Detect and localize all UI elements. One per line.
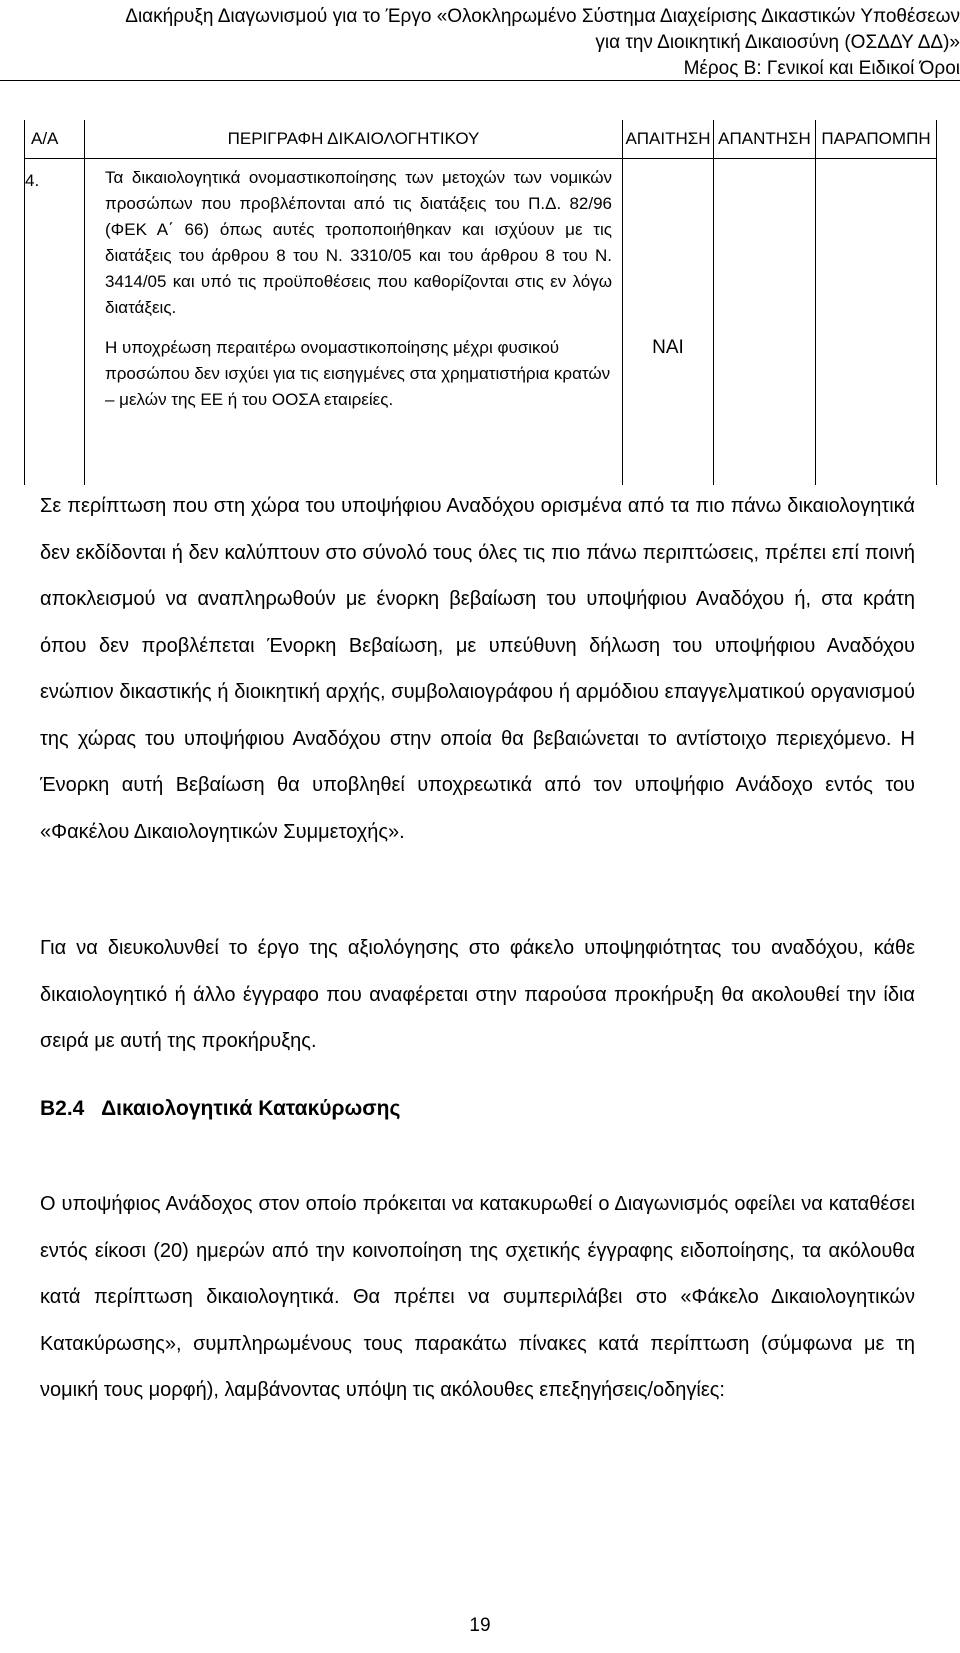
page-number: 19	[469, 1615, 491, 1636]
page-header	[20, 0, 960, 82]
table-row	[25, 159, 937, 486]
row-description-paragraph-1: Τα δικαιολογητικά ονομαστικοποίησης των μετοχών των νομικών προσώπων που προβλέπονται από τις διατάξεις του Π.Δ. 82/96 (ΦΕΚ Α΄ 66) όπως αυτές τροποποιήθηκαν και ισχύουν με τις διατάξεις του άρθρου 8 του Ν. 3310/05 και του άρθρου 8 του Ν. 3414/05 και υπό τις προϋποθέσεις που καθορίζονται στις εν λόγω διατάξεις.	[105, 168, 612, 317]
section-heading	[40, 1097, 400, 1121]
header-divider	[0, 80, 960, 81]
requirements-table	[24, 120, 937, 485]
header-line-1: Διακήρυξη Διαγωνισμού για το Έργο «Ολοκληρωμένο Σύστημα Διαχείρισης Δικαστικών Υποθέσεων	[125, 6, 960, 27]
row-reference	[816, 159, 937, 486]
section-title: Δικαιολογητικά Κατακύρωσης	[101, 1097, 401, 1120]
column-header-reference: ΠΑΡΑΠΟΜΠΗ	[816, 120, 937, 159]
section-body	[40, 1181, 915, 1414]
row-requirement	[623, 159, 714, 486]
column-header-description: ΠΕΡΙΓΡΑΦΗ ΔΙΚΑΙΟΛΟΓΗΤΙΚΟΥ	[85, 120, 623, 159]
paragraph-2-text: Για να διευκολυνθεί το έργο της αξιολόγησης στο φάκελο υποψηφιότητας του αναδόχου, κάθε δικαιολογητικό ή άλλο έγγραφο που αναφέρεται στην παρούσα προκήρυξη θα ακολουθεί την ίδια σειρά με αυτή της προκήρυξης.	[40, 937, 915, 1052]
column-header-requirement: ΑΠΑΙΤΗΣΗ	[623, 120, 714, 159]
section-number: Β2.4	[40, 1097, 85, 1120]
paragraph-document-order	[40, 925, 915, 1065]
column-header-answer: ΑΠΑΝΤΗΣΗ	[714, 120, 816, 159]
row-answer	[714, 159, 816, 486]
row-description-paragraph-2: Η υποχρέωση περαιτέρω ονομαστικοποίησης μέχρι φυσικού προσώπου δεν ισχύει για τις εισηγμένες στα χρηματιστήρια κρατών – μελών της ΕΕ ή του ΟΟΣΑ εταιρείες.	[105, 338, 611, 409]
table-header-row	[25, 120, 937, 159]
row-description	[85, 159, 623, 486]
row-number: 4.	[25, 159, 85, 486]
column-header-number: Α/Α	[25, 120, 85, 159]
paragraph-1-text: Σε περίπτωση που στη χώρα του υποψήφιου Αναδόχου ορισμένα από τα πιο πάνω δικαιολογητικά δεν εκδίδονται ή δεν καλύπτουν στο σύνολό τους όλες τις πιο πάνω περιπτώσεις, πρέπει επί ποινή αποκλεισμού να αναπληρωθούν με ένορκη βεβαίωση του υποψήφιου Αναδόχου ή, στα κράτη όπου δεν προβλέπεται Ένορκη Βεβαίωση, με υπεύθυνη δήλωση του υποψήφιου Αναδόχου ενώπιον δικαστικής ή διοικητική αρχής, συμβολαιογράφου ή αρμόδιου επαγγελματικού οργανισμού της χώρας του υποψήφιου Αναδόχου στην οποία θα βεβαιώνεται το αντίστοιχο περιεχόμενο. Η Ένορκη αυτή Βεβαίωση θα υποβληθεί υποχρεωτικά από τον υποψήφιο Ανάδοχο εντός του «Φακέλου Δικαιολογητικών Συμμετοχής».	[40, 495, 915, 843]
header-line-3: Μέρος Β: Γενικοί και Ειδικοί Όροι	[683, 58, 960, 79]
row-requirement-value: ΝΑΙ	[652, 337, 684, 358]
header-line-2: για την Διοικητική Δικαιοσύνη (ΟΣΔΔΥ ΔΔ)»	[595, 32, 960, 53]
section-body-text: Ο υποψήφιος Ανάδοχος στον οποίο πρόκειται να κατακυρωθεί ο Διαγωνισμός οφείλει να καταθέσει εντός είκοσι (20) ημερών από την κοινοποίηση της σχετικής έγγραφης ειδοποίησης, τα ακόλουθα κατά περίπτωση δικαιολογητικά. Θα πρέπει να συμπεριλάβει στο «Φάκελο Δικαιολογητικών Κατακύρωσης», συμπληρωμένους τους παρακάτω πίνακες κατά περίπτωση (σύμφωνα με τη νομική τους μορφή), λαμβάνοντας υπόψη τις ακόλουθες επεξηγήσεις/οδηγίες:	[40, 1193, 915, 1401]
paragraph-substitute-declaration	[40, 483, 915, 855]
